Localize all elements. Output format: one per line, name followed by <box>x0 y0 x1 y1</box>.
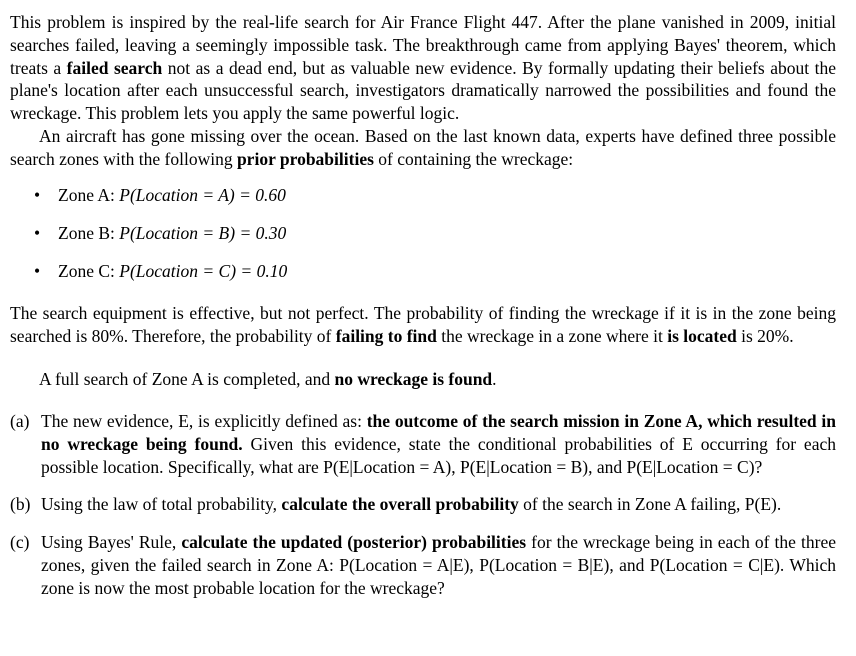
equipment-text-3: is 20%. <box>736 325 794 346</box>
intro-text-2: not as a dead end, but as valuable new evidence. By formally updating their beliefs about the plane's location after each unsuccessful search, investigators dramatically narrowed the possibilities and found the wreckage. This problem lets you apply the same powerful logic. <box>10 57 836 124</box>
question-list <box>10 410 836 615</box>
question-a-text <box>41 410 836 478</box>
zone-list <box>34 184 814 298</box>
zone-b-label: Zone B: <box>58 223 115 243</box>
question-a-bold: the outcome of the search mission in Zone A, which resulted in no wreckage being found. <box>41 411 836 454</box>
setup-bold-prior: prior probabilities <box>236 148 374 169</box>
search-bold-no-wreckage: no wreckage is found <box>334 369 493 389</box>
setup-paragraph <box>10 125 836 171</box>
equipment-bold-located: is located <box>667 325 737 346</box>
question-c-text <box>41 531 836 599</box>
zone-c-prob: P(Location = C) = 0.10 <box>119 261 288 281</box>
setup-text-1: An aircraft has gone missing over the ocean. Based on the last known data, experts have defined three possible search zones with the following <box>10 126 836 169</box>
zone-a-label: Zone A: <box>58 185 115 205</box>
search-text-2: . <box>492 369 497 389</box>
intro-bold-failed-search: failed search <box>66 57 163 78</box>
equipment-text-1: The search equipment is effective, but not perfect. The probability of finding the wreckage if it is in the zone being searched is 80%. Therefore, the probability of <box>10 303 836 346</box>
zone-c-label: Zone C: <box>58 261 115 281</box>
search-paragraph <box>10 368 836 391</box>
zone-a-prob: P(Location = A) = 0.60 <box>119 185 286 205</box>
equipment-text-2: the wreckage in a zone where it <box>436 325 668 346</box>
question-c-bold: calculate the updated (posterior) probabilities <box>181 532 527 553</box>
question-b-text-2: of the search in Zone A failing, P(E). <box>518 494 782 515</box>
question-a-text-2: Given this evidence, state the conditional probabilities of E occurring for each possible location. Specifically, what are P(E|Location = A), P(E|Location = B), and P(E|Location = C)? <box>41 433 836 477</box>
question-b <box>10 493 836 516</box>
bullet-icon: • <box>34 185 41 205</box>
question-c-text-1: Using Bayes' Rule, <box>41 532 182 553</box>
question-c-text-2: for the wreckage being in each of the three zones, given the failed search in Zone A: P(Location = A|E), P(Location = B|E), and P(Location = C|E). Which zone is now the most probable location for the wreckage? <box>41 532 836 598</box>
question-c-label: (c) <box>10 532 30 553</box>
setup-text-2: of containing the wreckage: <box>373 148 574 169</box>
question-a <box>10 410 836 478</box>
equipment-paragraph <box>10 302 836 348</box>
question-c <box>10 531 836 599</box>
search-text-1: A full search of Zone A is completed, and <box>39 369 335 389</box>
zone-b-prob: P(Location = B) = 0.30 <box>119 223 287 243</box>
question-b-text <box>41 493 836 516</box>
zone-item-c <box>34 260 814 298</box>
question-a-label: (a) <box>10 411 30 431</box>
intro-text-1: This problem is inspired by the real-life search for Air France Flight 447. After the plane vanished in 2009, initial searches failed, leaving a seemingly impossible task. The breakthrough came from applying Bayes' theorem, which treats a <box>10 12 836 78</box>
bullet-icon: • <box>34 261 41 281</box>
question-b-label: (b) <box>10 494 31 515</box>
question-b-bold: calculate the overall probability <box>281 494 519 515</box>
question-a-text-1: The new evidence, E, is explicitly defined as: <box>41 411 367 431</box>
bullet-icon: • <box>34 223 41 243</box>
zone-item-a <box>34 184 814 222</box>
equipment-bold-failing: failing to find <box>335 325 437 346</box>
question-b-text-1: Using the law of total probability, <box>41 494 282 515</box>
intro-paragraph <box>10 11 836 125</box>
zone-item-b <box>34 222 814 260</box>
